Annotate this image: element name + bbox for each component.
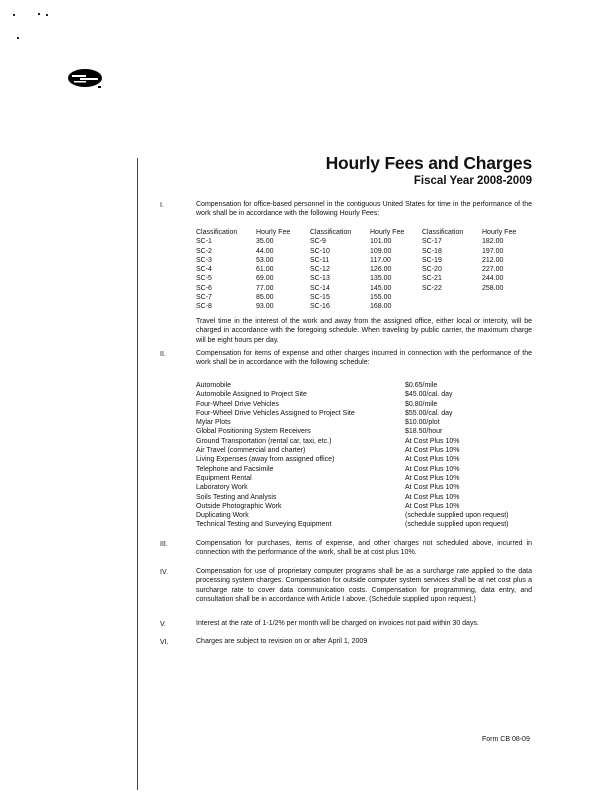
hourly-fee: 93.00 bbox=[256, 303, 274, 311]
expense-rate: (schedule supplied upon request) bbox=[405, 521, 509, 529]
expense-rate: At Cost Plus 10% bbox=[405, 447, 460, 455]
hourly-fee: 212.00 bbox=[482, 256, 504, 264]
expense-item: Four-Wheel Drive Vehicles Assigned to Project Site bbox=[196, 409, 355, 417]
section-numeral: I. bbox=[160, 202, 164, 209]
section-numeral: V. bbox=[160, 621, 166, 628]
classification: SC-10 bbox=[310, 247, 330, 255]
classification: SC-7 bbox=[196, 294, 212, 302]
hourly-fee: 135.00 bbox=[370, 275, 392, 283]
margin-rule bbox=[137, 158, 138, 790]
classification: SC-5 bbox=[196, 275, 212, 283]
expense-item-column bbox=[196, 381, 355, 530]
classification: SC-22 bbox=[422, 284, 442, 292]
travel-note: Travel time in the interest of the work and away from the assigned office, either local or intercity, will be charged in accordance with the foregoing schedule. When traveling by public carrier, the maximum charge will be eight hours per day. bbox=[196, 318, 532, 344]
expense-rate-column bbox=[405, 381, 509, 530]
section-text: Compensation for purchases, items of expense, and other charges not scheduled above, incurred in connection with the performance of the work, shall be at cost plus 10%. bbox=[196, 540, 532, 557]
expense-item: Technical Testing and Surveying Equipment bbox=[196, 521, 332, 529]
hourly-fee: 227.00 bbox=[482, 266, 504, 274]
hourly-fee: 182.00 bbox=[482, 238, 504, 246]
fee-column bbox=[256, 228, 290, 312]
classification: SC-16 bbox=[310, 303, 330, 311]
expense-rate: $55.00/cal. day bbox=[405, 409, 453, 417]
form-number: Form CB 08-09 bbox=[482, 736, 530, 743]
classification: SC-21 bbox=[422, 275, 442, 283]
classification: SC-17 bbox=[422, 238, 442, 246]
expense-item: Mylar Plots bbox=[196, 419, 231, 427]
expense-item: Automobile Assigned to Project Site bbox=[196, 391, 307, 399]
fee-column bbox=[482, 228, 516, 293]
hourly-fee: 197.00 bbox=[482, 247, 504, 255]
company-logo-icon bbox=[68, 68, 106, 90]
hourly-fee: 35.00 bbox=[256, 238, 274, 246]
scan-speck bbox=[17, 37, 19, 39]
hourly-fee: 44.00 bbox=[256, 247, 274, 255]
expense-rate: At Cost Plus 10% bbox=[405, 474, 460, 482]
expense-item: Automobile bbox=[196, 382, 232, 389]
expense-item: Soils Testing and Analysis bbox=[196, 493, 277, 501]
classification: SC-6 bbox=[196, 284, 212, 292]
scan-speck bbox=[38, 13, 40, 15]
section-text: Compensation for use of proprietary computer programs shall be as a surcharge rate applied to the data processing system charges. Compensation for outside computer system services shall be at net cost plus a surcharge rate to cover data communication costs. Compensation for programming, data entry, and consultation shall be in accordance with Article I above. (Schedule supplied upon request.) bbox=[196, 568, 532, 603]
expense-item: Equipment Rental bbox=[196, 474, 252, 482]
column-header: Hourly Fee bbox=[482, 229, 517, 236]
expense-item: Four-Wheel Drive Vehicles bbox=[196, 400, 279, 408]
hourly-fee: 109.00 bbox=[370, 247, 392, 255]
column-header: Classification bbox=[310, 229, 352, 236]
hourly-fee: 126.00 bbox=[370, 266, 392, 274]
scan-speck bbox=[13, 14, 15, 16]
hourly-fee: 117.00 bbox=[370, 256, 391, 264]
hourly-fee: 53.00 bbox=[256, 256, 274, 264]
hourly-fee: 145.00 bbox=[370, 284, 392, 292]
section-text: Compensation for items of expense and other charges incurred in connection with the performance of the work shall be in accordance with the following schedule: bbox=[196, 350, 532, 367]
hourly-fee: 155.00 bbox=[370, 294, 392, 302]
expense-rate: (schedule supplied upon request) bbox=[405, 512, 509, 520]
classification: SC-20 bbox=[422, 266, 442, 274]
expense-item: Ground Transportation (rental car, taxi, etc.) bbox=[196, 437, 332, 445]
column-header: Hourly Fee bbox=[370, 229, 405, 236]
column-header: Hourly Fee bbox=[256, 229, 291, 236]
classification: SC-12 bbox=[310, 266, 330, 274]
classification: SC-13 bbox=[310, 275, 330, 283]
expense-item: Global Positioning System Receivers bbox=[196, 428, 311, 436]
section-text: Compensation for office-based personnel in the contiguous United States for time in the performance of the work shall be in accordance with the following Hourly Fees: bbox=[196, 201, 532, 218]
fee-column bbox=[310, 228, 351, 312]
hourly-fee: 244.00 bbox=[482, 275, 504, 283]
hourly-fee: 101.00 bbox=[370, 238, 392, 246]
classification: SC-9 bbox=[310, 238, 326, 246]
classification: SC-1 bbox=[196, 238, 212, 246]
expense-item: Outside Photographic Work bbox=[196, 502, 282, 510]
classification: SC-14 bbox=[310, 284, 330, 292]
section-numeral: III. bbox=[160, 541, 168, 548]
hourly-fee: 69.00 bbox=[256, 275, 274, 283]
expense-rate: At Cost Plus 10% bbox=[405, 437, 460, 445]
section-text: Interest at the rate of 1-1/2% per month will be charged on invoices not paid within 30 days. bbox=[196, 620, 479, 627]
expense-item: Air Travel (commercial and charter) bbox=[196, 447, 306, 455]
page-subtitle: Fiscal Year 2008-2009 bbox=[413, 175, 532, 187]
expense-rate: $10.00/plot bbox=[405, 419, 440, 427]
fee-column bbox=[422, 228, 463, 293]
classification: SC-8 bbox=[196, 303, 212, 311]
expense-rate: At Cost Plus 10% bbox=[405, 493, 460, 501]
section-numeral: VI. bbox=[160, 639, 169, 646]
hourly-fee: 168.00 bbox=[370, 303, 392, 311]
section-numeral: IV. bbox=[160, 569, 168, 576]
hourly-fee: 77.00 bbox=[256, 284, 274, 292]
expense-rate: $18.50/hour bbox=[405, 428, 443, 436]
classification: SC-18 bbox=[422, 247, 442, 255]
classification: SC-2 bbox=[196, 247, 212, 255]
expense-rate: At Cost Plus 10% bbox=[405, 456, 460, 464]
column-header: Classification bbox=[422, 229, 464, 236]
classification: SC-11 bbox=[310, 256, 330, 264]
expense-item: Laboratory Work bbox=[196, 484, 248, 492]
classification: SC-4 bbox=[196, 266, 212, 274]
classification: SC-15 bbox=[310, 294, 330, 302]
expense-rate: At Cost Plus 10% bbox=[405, 465, 460, 473]
hourly-fee: 258.00 bbox=[482, 284, 504, 292]
expense-item: Telephone and Facsimile bbox=[196, 465, 274, 473]
expense-item: Duplicating Work bbox=[196, 512, 249, 520]
expense-item: Living Expenses (away from assigned office) bbox=[196, 456, 335, 464]
fee-column bbox=[370, 228, 404, 312]
expense-rate: At Cost Plus 10% bbox=[405, 484, 460, 492]
expense-rate: $0.80/mile bbox=[405, 400, 438, 408]
column-header: Classification bbox=[196, 229, 238, 236]
hourly-fee: 61.00 bbox=[256, 266, 274, 274]
section-numeral: II. bbox=[160, 351, 166, 358]
section-text: Charges are subject to revision on or after April 1, 2009 bbox=[196, 638, 368, 645]
hourly-fee: 85.00 bbox=[256, 294, 274, 302]
expense-rate: $0.65/mile bbox=[405, 382, 438, 389]
expense-rate: At Cost Plus 10% bbox=[405, 502, 460, 510]
expense-rate: $45.00/cal. day bbox=[405, 391, 453, 399]
page-title: Hourly Fees and Charges bbox=[325, 153, 532, 173]
classification: SC-19 bbox=[422, 256, 442, 264]
classification: SC-3 bbox=[196, 256, 212, 264]
scan-speck bbox=[46, 14, 48, 16]
fee-column bbox=[196, 228, 237, 312]
